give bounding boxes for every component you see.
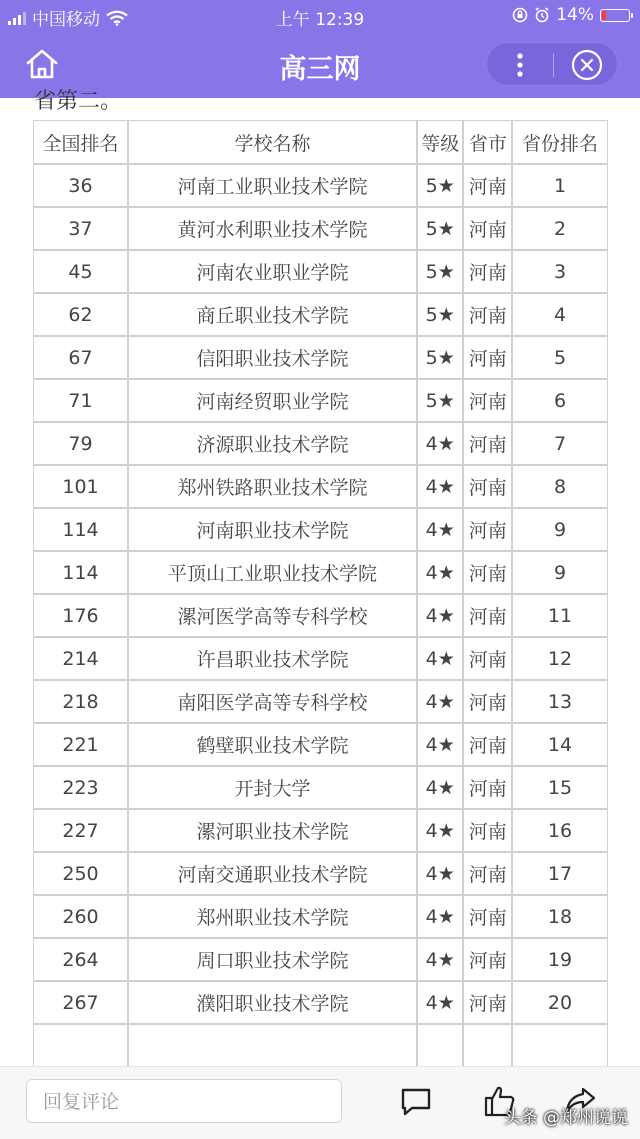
cell-grade: 4★ — [417, 594, 463, 637]
close-icon[interactable] — [571, 49, 603, 81]
table-row — [33, 852, 608, 895]
cell-grade: 5★ — [417, 164, 463, 207]
cell-grade: 4★ — [417, 508, 463, 551]
cell-grade — [417, 1024, 463, 1067]
cell-province: 河南 — [463, 895, 512, 938]
header-province-rank: 省份排名 — [512, 120, 608, 164]
table-row — [33, 207, 608, 250]
ranking-table-container — [33, 120, 608, 1067]
cell-grade: 4★ — [417, 809, 463, 852]
cell-province: 河南 — [463, 766, 512, 809]
table-row — [33, 164, 608, 207]
cell-national-rank: 114 — [33, 551, 128, 594]
cell-province-rank — [512, 1024, 608, 1067]
cell-province-rank: 3 — [512, 250, 608, 293]
table-row — [33, 637, 608, 680]
cell-province-rank: 4 — [512, 293, 608, 336]
cell-school-name: 河南职业技术学院 — [128, 508, 417, 551]
cell-national-rank: 260 — [33, 895, 128, 938]
cell-province: 河南 — [463, 465, 512, 508]
cell-national-rank: 101 — [33, 465, 128, 508]
cell-province-rank: 17 — [512, 852, 608, 895]
cell-province-rank: 19 — [512, 938, 608, 981]
cell-province: 河南 — [463, 164, 512, 207]
cell-national-rank: 79 — [33, 422, 128, 465]
carrier-label: 中国移动 — [32, 10, 100, 30]
cell-national-rank: 71 — [33, 379, 128, 422]
table-row — [33, 1024, 608, 1067]
cell-province: 河南 — [463, 852, 512, 895]
cell-school-name — [128, 1024, 417, 1067]
cell-province-rank: 18 — [512, 895, 608, 938]
cell-grade: 4★ — [417, 422, 463, 465]
table-row — [33, 250, 608, 293]
battery-icon — [600, 9, 630, 22]
cell-school-name: 河南工业职业技术学院 — [128, 164, 417, 207]
comment-icon[interactable] — [398, 1083, 434, 1119]
cell-national-rank: 267 — [33, 981, 128, 1024]
table-row — [33, 422, 608, 465]
cell-province: 河南 — [463, 594, 512, 637]
cell-national-rank: 221 — [33, 723, 128, 766]
cell-province-rank: 15 — [512, 766, 608, 809]
cell-national-rank: 67 — [33, 336, 128, 379]
cell-province: 河南 — [463, 250, 512, 293]
cell-province-rank: 2 — [512, 207, 608, 250]
bottom-bar — [0, 1066, 640, 1139]
cell-national-rank: 218 — [33, 680, 128, 723]
header-province: 省市 — [463, 120, 512, 164]
cell-grade: 4★ — [417, 852, 463, 895]
cell-province: 河南 — [463, 551, 512, 594]
cell-province: 河南 — [463, 680, 512, 723]
cell-school-name: 平顶山工业职业技术学院 — [128, 551, 417, 594]
cell-school-name: 漯河职业技术学院 — [128, 809, 417, 852]
cell-national-rank: 250 — [33, 852, 128, 895]
table-row — [33, 766, 608, 809]
cell-grade: 5★ — [417, 379, 463, 422]
cell-province-rank: 6 — [512, 379, 608, 422]
cell-school-name: 濮阳职业技术学院 — [128, 981, 417, 1024]
table-row — [33, 680, 608, 723]
cell-school-name: 河南经贸职业学院 — [128, 379, 417, 422]
table-row — [33, 336, 608, 379]
cell-province-rank: 1 — [512, 164, 608, 207]
table-header-row — [33, 120, 608, 164]
cell-national-rank: 36 — [33, 164, 128, 207]
cell-province: 河南 — [463, 379, 512, 422]
cell-school-name: 南阳医学高等专科学校 — [128, 680, 417, 723]
cell-province-rank: 7 — [512, 422, 608, 465]
page-title: 高三网 — [279, 54, 361, 85]
cell-national-rank: 45 — [33, 250, 128, 293]
cell-province-rank: 16 — [512, 809, 608, 852]
table-row — [33, 379, 608, 422]
cell-province: 河南 — [463, 938, 512, 981]
cell-school-name: 商丘职业技术学院 — [128, 293, 417, 336]
cell-national-rank: 37 — [33, 207, 128, 250]
cell-province-rank: 11 — [512, 594, 608, 637]
table-row — [33, 508, 608, 551]
cell-school-name: 鹤壁职业技术学院 — [128, 723, 417, 766]
cell-province-rank: 8 — [512, 465, 608, 508]
cell-province: 河南 — [463, 207, 512, 250]
cell-school-name: 河南农业职业学院 — [128, 250, 417, 293]
table-row — [33, 938, 608, 981]
cell-province: 河南 — [463, 981, 512, 1024]
table-row — [33, 293, 608, 336]
table-body — [33, 164, 608, 1067]
orientation-lock-icon — [512, 7, 528, 23]
cell-national-rank: 264 — [33, 938, 128, 981]
cell-province-rank: 20 — [512, 981, 608, 1024]
status-bar — [0, 0, 640, 32]
watermark: 头条 @郑州说说 — [503, 1108, 628, 1128]
table-row — [33, 895, 608, 938]
cell-school-name: 许昌职业技术学院 — [128, 637, 417, 680]
cell-school-name: 漯河医学高等专科学校 — [128, 594, 417, 637]
cell-grade: 5★ — [417, 207, 463, 250]
cell-school-name: 河南交通职业技术学院 — [128, 852, 417, 895]
cell-school-name: 黄河水利职业技术学院 — [128, 207, 417, 250]
table-row — [33, 465, 608, 508]
status-right — [512, 5, 630, 25]
cell-school-name: 信阳职业技术学院 — [128, 336, 417, 379]
cell-province-rank: 5 — [512, 336, 608, 379]
cell-province: 河南 — [463, 637, 512, 680]
table-row — [33, 723, 608, 766]
table-row — [33, 551, 608, 594]
cell-grade: 4★ — [417, 551, 463, 594]
table-row — [33, 809, 608, 852]
alarm-icon — [534, 7, 550, 23]
cell-province — [463, 1024, 512, 1067]
cell-grade: 4★ — [417, 766, 463, 809]
cell-grade: 4★ — [417, 895, 463, 938]
cell-national-rank: 114 — [33, 508, 128, 551]
capsule-divider — [553, 53, 554, 77]
cell-province: 河南 — [463, 293, 512, 336]
cell-national-rank: 223 — [33, 766, 128, 809]
cell-grade: 4★ — [417, 938, 463, 981]
article-text-fragment: 省第二。 — [34, 89, 123, 114]
cell-province: 河南 — [463, 809, 512, 852]
cell-province: 河南 — [463, 336, 512, 379]
cell-province-rank: 12 — [512, 637, 608, 680]
battery-percent: 14% — [556, 5, 594, 25]
cell-school-name: 济源职业技术学院 — [128, 422, 417, 465]
more-vertical-icon[interactable] — [505, 49, 535, 81]
cell-national-rank: 176 — [33, 594, 128, 637]
cell-grade: 4★ — [417, 981, 463, 1024]
cell-national-rank: 214 — [33, 637, 128, 680]
cell-province-rank: 13 — [512, 680, 608, 723]
cell-grade: 5★ — [417, 336, 463, 379]
cell-grade: 4★ — [417, 723, 463, 766]
cell-grade: 5★ — [417, 250, 463, 293]
header-grade: 等级 — [417, 120, 463, 164]
cell-school-name: 郑州铁路职业技术学院 — [128, 465, 417, 508]
cell-school-name: 周口职业技术学院 — [128, 938, 417, 981]
mini-program-capsule — [486, 42, 618, 86]
cell-grade: 4★ — [417, 465, 463, 508]
cell-school-name: 郑州职业技术学院 — [128, 895, 417, 938]
cell-national-rank — [33, 1024, 128, 1067]
cell-national-rank: 227 — [33, 809, 128, 852]
table-row — [33, 594, 608, 637]
cell-province: 河南 — [463, 508, 512, 551]
cell-grade: 5★ — [417, 293, 463, 336]
cell-province-rank: 9 — [512, 551, 608, 594]
cell-province-rank: 9 — [512, 508, 608, 551]
cell-grade: 4★ — [417, 680, 463, 723]
cell-national-rank: 62 — [33, 293, 128, 336]
status-time: 上午 12:39 — [275, 10, 365, 30]
table-row — [33, 981, 608, 1024]
header-school-name: 学校名称 — [128, 120, 417, 164]
comment-input[interactable]: 回复评论 — [26, 1079, 342, 1123]
cell-province-rank: 14 — [512, 723, 608, 766]
header-national-rank: 全国排名 — [33, 120, 128, 164]
cell-province: 河南 — [463, 422, 512, 465]
cell-school-name: 开封大学 — [128, 766, 417, 809]
ranking-table — [33, 120, 608, 1067]
cell-province: 河南 — [463, 723, 512, 766]
cell-grade: 4★ — [417, 637, 463, 680]
